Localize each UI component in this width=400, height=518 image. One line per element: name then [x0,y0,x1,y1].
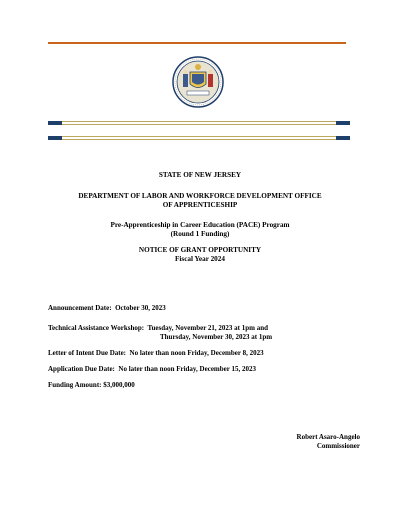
double-rule-top [48,121,350,127]
application-value: No later than noon Friday, December 15, 2023 [118,365,256,373]
application-label: Application Due Date: [48,365,115,373]
workshop-label: Technical Assistance Workshop: [48,324,145,332]
state-title: STATE OF NEW JERSEY [158,171,242,179]
letter-of-intent-date [48,349,264,358]
department-title: DEPARTMENT OF LABOR AND WORKFORCE DEVELOPMENT OFFICE OF APPRENTICESHIP [78,192,322,209]
intent-value: No later than noon Friday, December 8, 2023 [129,349,264,357]
intent-label: Letter of Intent Due Date: [48,349,127,357]
announcement-date [48,304,166,313]
funding-amount [48,381,135,390]
announcement-value: October 30, 2023 [115,304,166,312]
application-due-date [48,365,256,374]
header-rule [48,42,346,44]
workshop-value-1: Tuesday, November 21, 2023 at 1pm and [147,324,269,332]
workshop-value-2: Thursday, November 30, 2023 at 1pm [160,333,273,341]
funding-label: Funding Amount: [48,381,102,389]
program-title: Pre-Apprenticeship in Career Education (PACE) Program (Round 1 Funding) [110,221,290,238]
announcement-label: Announcement Date: [48,304,112,312]
funding-value: $3,000,000 [103,381,135,389]
notice-title: NOTICE OF GRANT OPPORTUNITY Fiscal Year 2024 [138,246,262,263]
workshop-dates [48,324,268,333]
signatory-name: Robert Asaro-Angelo [296,433,360,441]
nj-state-seal-icon [172,56,224,108]
signatory-title: Commissioner [316,442,360,450]
double-rule-bottom [48,136,350,142]
